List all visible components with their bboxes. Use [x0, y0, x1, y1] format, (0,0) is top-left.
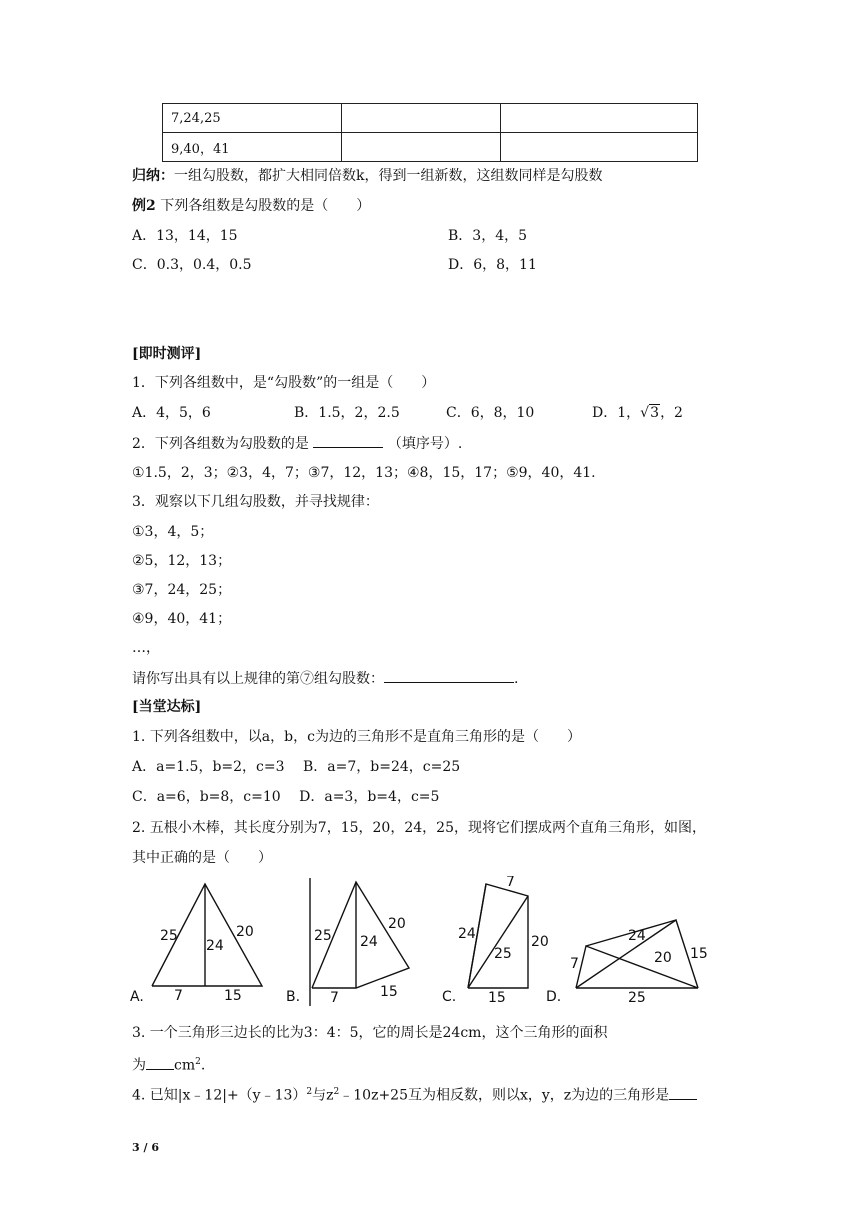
option-c: C．6，8，10 — [446, 405, 535, 421]
triangle-figures — [128, 876, 728, 1006]
answer-blank[interactable] — [146, 1055, 174, 1070]
question-text-after: （填序号）. — [387, 436, 463, 452]
sqrt-expression — [640, 403, 660, 423]
option-d: D．6，8，11 — [448, 257, 537, 273]
option-a: A．4，5，6 — [132, 405, 211, 421]
fig-a-num: 24 — [206, 938, 224, 954]
table-row — [163, 133, 698, 162]
ellipsis-line: …， — [132, 640, 160, 656]
table-cell — [501, 133, 698, 162]
question-text: 2．下列各组数为勾股数的是 — [132, 436, 309, 452]
q4-exponent: 2 — [333, 1087, 340, 1097]
option-line: A．a=1.5，b=2，c=3 B．a=7，b=24，c=25 — [132, 759, 461, 775]
fig-d-num: 25 — [628, 990, 646, 1006]
q4-part: ﹣10z+25互为相反数，则以x，y，z为边的三角形是 — [339, 1087, 670, 1104]
end-text: . — [200, 1057, 206, 1074]
example2-label: 例2 — [132, 198, 156, 214]
fig-d-num: 20 — [654, 950, 672, 966]
fig-a-label: A. — [130, 989, 144, 1005]
example2-text: 下列各组数是勾股数的是（ ） — [160, 198, 371, 214]
table-cell: 9,40，41 — [163, 133, 342, 162]
table-cell: 7,24,25 — [163, 104, 342, 133]
fig-d-num: 15 — [690, 946, 708, 962]
fig-a-num: 7 — [174, 988, 183, 1004]
fig-c-num: 15 — [488, 990, 506, 1006]
question-4 — [132, 1082, 697, 1106]
pattern-line: ①3，4，5； — [132, 524, 214, 540]
option-d-suffix: ，2 — [660, 405, 683, 421]
q4-exponent: 2 — [306, 1087, 313, 1097]
summary-label: 归纳： — [132, 168, 174, 184]
question-text: 1．下列各组数中，是“勾股数”的一组是（ ） — [132, 375, 436, 391]
section-title-quick-test: [即时测评] — [132, 346, 202, 362]
fig-c-num: 7 — [506, 876, 515, 890]
fig-c-num: 25 — [494, 946, 512, 962]
fig-a-num: 20 — [236, 924, 254, 940]
fig-b-num: 24 — [360, 934, 378, 950]
question-2 — [132, 433, 462, 454]
fig-d-label: D. — [546, 989, 562, 1005]
fig-a-num: 25 — [160, 928, 178, 944]
ask-text: 请你写出具有以上规律的第⑦组勾股数： — [132, 671, 384, 687]
unit-text: cm — [174, 1057, 196, 1074]
question-text: 3. 一个三角形三边长的比为3：4：5，它的周长是24cm，这个三角形的面积 — [132, 1025, 608, 1041]
table-cell — [342, 133, 501, 162]
option-c: C．0.3，0.4，0.5 — [132, 257, 252, 273]
page-number: 3 / 6 — [132, 1141, 159, 1154]
option-a: A．13，14，15 — [132, 228, 238, 244]
sqrt-radicand: 3 — [650, 405, 660, 421]
q4-part: 与z — [312, 1087, 334, 1104]
option-d — [592, 403, 683, 423]
table-row — [163, 104, 698, 133]
fig-b-num: 25 — [314, 928, 332, 944]
fig-b-num: 20 — [388, 916, 406, 932]
pattern-line: ③7，24，25； — [132, 582, 232, 598]
q4-part: 4. 已知|x﹣12|+（y﹣13） — [132, 1087, 307, 1104]
question-items: ①1.5，2，3；②3，4，7；③7，12，13；④8，15，17；⑤9，40，41. — [132, 465, 596, 481]
prefix-text: 为 — [132, 1057, 146, 1074]
example2-question — [132, 196, 370, 216]
fig-d-num: 7 — [570, 956, 579, 972]
fig-c-num: 24 — [458, 926, 476, 942]
figure-c — [468, 884, 528, 988]
question-line — [132, 1052, 205, 1076]
fig-c-num: 20 — [531, 934, 549, 950]
fig-b-label: B. — [286, 989, 301, 1005]
question-ask: 请你写出具有以上规律的第⑦组勾股数： . — [132, 668, 518, 689]
question-text: 3．观察以下几组勾股数，并寻找规律： — [132, 494, 379, 510]
pattern-line: ④9，40，41； — [132, 611, 232, 627]
fig-b-num: 15 — [380, 984, 398, 1000]
question-text: 其中正确的是（ ） — [132, 850, 272, 866]
pythagorean-table — [162, 103, 698, 162]
question-text: 2. 五根小木棒，其长度分别为7，15，20，24，25，现将它们摆成两个直角三角形，如图， — [132, 820, 706, 836]
pattern-line: ②5，12，13； — [132, 553, 232, 569]
fig-a-num: 15 — [224, 988, 242, 1004]
option-d-prefix: D．1， — [592, 405, 641, 421]
table-cell — [342, 104, 501, 133]
option-b: B．3，4，5 — [448, 228, 528, 244]
fig-b-num: 7 — [330, 990, 339, 1006]
answer-blank[interactable] — [313, 433, 383, 448]
summary-text: 一组勾股数，都扩大相同倍数k，得到一组新数，这组数同样是勾股数 — [174, 168, 603, 184]
answer-blank[interactable] — [669, 1085, 697, 1100]
option-line: C．a=6，b=8，c=10 D．a=3，b=4，c=5 — [132, 789, 440, 805]
summary — [132, 166, 602, 186]
section-title-class-target: [当堂达标] — [132, 699, 202, 715]
sqrt-icon: √ — [640, 405, 650, 421]
answer-blank[interactable] — [384, 668, 514, 683]
fig-c-label: C. — [442, 989, 457, 1005]
fig-d-num: 24 — [628, 928, 646, 944]
question-text: 1. 下列各组数中，以a，b，c为边的三角形不是直角三角形的是（ ） — [132, 729, 581, 745]
unit-exponent: 2 — [195, 1057, 201, 1067]
table-cell — [501, 104, 698, 133]
option-b: B．1.5，2，2.5 — [294, 405, 400, 421]
